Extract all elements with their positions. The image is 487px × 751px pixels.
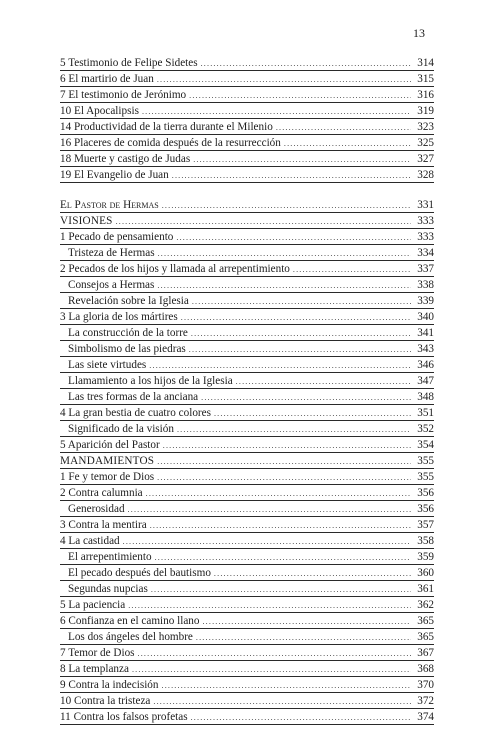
toc-entry-page: 358 (417, 535, 434, 547)
toc-entry-title: 1 Fe y temor de Dios (60, 471, 155, 483)
dot-leader (116, 214, 411, 230)
dot-leader (158, 246, 411, 262)
dot-leader (192, 294, 411, 310)
toc-entry-title: 19 El Evangelio de Juan (60, 169, 169, 181)
toc-entry-title: 7 Temor de Dios (60, 647, 135, 659)
toc-entry-title: El arrepentimiento (68, 551, 152, 563)
toc-entry-page: 331 (417, 199, 434, 211)
toc-entry-page: 356 (417, 487, 434, 499)
toc-entry-page: 328 (417, 169, 434, 181)
toc-entry[interactable] (60, 485, 434, 501)
toc-entry-title: Tristeza de Hermas (68, 247, 155, 259)
toc-entry-page: 362 (417, 599, 434, 611)
page-number: 13 (413, 26, 425, 40)
dot-leader (214, 566, 411, 582)
toc-entry-title: Segundas nupcias (68, 583, 148, 595)
toc-entry[interactable] (60, 197, 434, 213)
dot-leader (214, 406, 411, 422)
toc-entry[interactable] (60, 151, 434, 167)
toc-entry[interactable] (60, 245, 434, 261)
table-of-contents (60, 55, 434, 725)
dot-leader (157, 454, 411, 470)
toc-entry-title: Llamamiento a los hijos de la Iglesia (68, 375, 233, 387)
toc-entry-page: 343 (417, 343, 434, 355)
dot-leader (138, 646, 411, 662)
toc-entry-page: 372 (417, 695, 434, 707)
toc-entry[interactable] (60, 277, 434, 293)
toc-entry[interactable] (60, 213, 434, 229)
toc-entry-title: 3 La gloria de los mártires (60, 311, 178, 323)
toc-entry[interactable] (60, 533, 434, 549)
dot-leader (123, 534, 411, 550)
toc-entry[interactable] (60, 325, 434, 341)
toc-entry[interactable] (60, 693, 434, 709)
toc-entry-title: Los dos ángeles del hombre (68, 631, 193, 643)
dot-leader (293, 262, 411, 278)
toc-entry-title: 5 La paciencia (60, 599, 126, 611)
dot-leader (189, 342, 411, 358)
dot-leader (157, 470, 411, 486)
toc-entry-title: Consejos a Hermas (68, 279, 155, 291)
toc-entry-title: 2 Pecados de los hijos y llamada al arrepentimiento (60, 263, 290, 275)
toc-entry[interactable] (60, 677, 434, 693)
toc-entry[interactable] (60, 629, 434, 645)
dot-leader (202, 614, 411, 630)
toc-entry-page: 367 (417, 647, 434, 659)
dot-leader (193, 152, 411, 168)
toc-entry[interactable] (60, 229, 434, 245)
toc-entry-title: 7 El testimonio de Jerónimo (60, 89, 187, 101)
toc-entry-title: MANDAMIENTOS (60, 455, 155, 467)
toc-entry-page: 333 (417, 231, 434, 243)
toc-entry[interactable] (60, 613, 434, 629)
dot-leader (191, 326, 411, 342)
dot-leader (157, 278, 411, 294)
toc-entry[interactable] (60, 437, 434, 453)
toc-entry[interactable] (60, 309, 434, 325)
toc-entry-page: 340 (417, 311, 434, 323)
toc-entry-page: 325 (417, 137, 434, 149)
toc-entry[interactable] (60, 55, 434, 71)
dot-leader (176, 230, 411, 246)
toc-entry-title: 10 Contra la tristeza (60, 695, 151, 707)
toc-entry[interactable] (60, 293, 434, 309)
toc-entry-page: 365 (417, 615, 434, 627)
dot-leader (201, 56, 411, 72)
dot-leader (146, 486, 411, 502)
dot-leader (128, 598, 411, 614)
toc-entry[interactable] (60, 565, 434, 581)
toc-entry-title: VISIONES (60, 215, 113, 227)
dot-leader (191, 710, 411, 726)
dot-leader (153, 694, 411, 710)
toc-entry-title: 2 Contra calumnia (60, 487, 143, 499)
toc-entry-page: 319 (417, 105, 434, 117)
toc-entry-page: 361 (417, 583, 434, 595)
toc-entry-page: 355 (417, 455, 434, 467)
toc-entry-title: 4 La gran bestia de cuatro colores (60, 407, 211, 419)
toc-entry-title: 1 Pecado de pensamiento (60, 231, 174, 243)
dot-leader (284, 136, 411, 152)
toc-entry-page: 341 (417, 327, 434, 339)
toc-entry-title: Revelación sobre la Iglesia (68, 295, 189, 307)
toc-entry[interactable] (60, 135, 434, 151)
toc-entry[interactable] (60, 581, 434, 597)
toc-entry[interactable] (60, 709, 434, 725)
toc-entry-title: Significado de la visión (68, 423, 174, 435)
toc-entry-page: 348 (417, 391, 434, 403)
toc-entry-title: 5 Aparición del Pastor (60, 439, 160, 451)
toc-entry-title: 6 Confianza en el camino llano (60, 615, 200, 627)
dot-leader (172, 168, 411, 184)
toc-entry[interactable] (60, 405, 434, 421)
toc-entry-page: 323 (417, 121, 434, 133)
toc-entry-page: 333 (417, 215, 434, 227)
toc-entry-page: 359 (417, 551, 434, 563)
toc-entry-title: 14 Productividad de la tierra durante el Milenio (60, 121, 273, 133)
toc-entry[interactable] (60, 501, 434, 517)
toc-entry-title: La construcción de la torre (68, 327, 188, 339)
toc-entry[interactable] (60, 119, 434, 135)
toc-entry[interactable] (60, 261, 434, 277)
dot-leader (150, 518, 411, 534)
toc-entry-page: 314 (417, 57, 434, 69)
toc-entry[interactable] (60, 167, 434, 183)
toc-entry-title: 16 Placeres de comida después de la resurrección (60, 137, 281, 149)
toc-entry[interactable] (60, 103, 434, 119)
dot-leader (189, 88, 411, 104)
toc-entry-title: 6 El martirio de Juan (60, 73, 154, 85)
toc-entry-page: 368 (417, 663, 434, 675)
toc-entry-page: 347 (417, 375, 434, 387)
toc-entry-page: 370 (417, 679, 434, 691)
toc-entry-title: Las tres formas de la anciana (68, 391, 199, 403)
toc-entry[interactable] (60, 549, 434, 565)
toc-entry-title: 18 Muerte y castigo de Judas (60, 153, 191, 165)
toc-entry[interactable] (60, 389, 434, 405)
toc-entry-title: El pecado después del bautismo (68, 567, 211, 579)
dot-leader (181, 310, 411, 326)
toc-entry[interactable] (60, 421, 434, 437)
toc-entry-page: 334 (417, 247, 434, 259)
toc-entry-page: 337 (417, 263, 434, 275)
dot-leader (149, 358, 411, 374)
toc-entry[interactable] (60, 469, 434, 485)
toc-entry[interactable] (60, 645, 434, 661)
toc-entry-title: 3 Contra la mentira (60, 519, 147, 531)
toc-entry-title: 11 Contra los falsos profetas (60, 711, 188, 723)
toc-entry-title: Las siete virtudes (68, 359, 147, 371)
dot-leader (201, 390, 411, 406)
toc-entry[interactable] (60, 87, 434, 103)
dot-leader (276, 120, 411, 136)
toc-entry-page: 352 (417, 423, 434, 435)
dot-leader (163, 438, 411, 454)
toc-entry-title: 9 Contra la indecisión (60, 679, 159, 691)
dot-leader (196, 630, 411, 646)
dot-leader (177, 422, 411, 438)
dot-leader (132, 662, 411, 678)
dot-leader (236, 374, 411, 390)
toc-entry-title: Generosidad (68, 503, 125, 515)
toc-entry-page: 374 (417, 711, 434, 723)
toc-entry-title: El Pastor de Hermas (60, 199, 159, 211)
toc-entry[interactable] (60, 597, 434, 613)
toc-entry[interactable] (60, 517, 434, 533)
toc-entry-page: 360 (417, 567, 434, 579)
toc-entry-page: 357 (417, 519, 434, 531)
toc-entry[interactable] (60, 373, 434, 389)
toc-entry-page: 346 (417, 359, 434, 371)
toc-entry-page: 365 (417, 631, 434, 643)
toc-entry[interactable] (60, 341, 434, 357)
toc-entry-page: 315 (417, 73, 434, 85)
toc-entry-page: 338 (417, 279, 434, 291)
toc-entry[interactable] (60, 357, 434, 373)
toc-entry-page: 354 (417, 439, 434, 451)
dot-leader (151, 582, 411, 598)
dot-leader (157, 72, 411, 88)
toc-entry-title: 4 La castidad (60, 535, 120, 547)
dot-leader (128, 502, 411, 518)
toc-entry-page: 356 (417, 503, 434, 515)
toc-entry-page: 339 (417, 295, 434, 307)
toc-entry-page: 351 (417, 407, 434, 419)
toc-entry-title: 10 El Apocalipsis (60, 105, 139, 117)
toc-entry[interactable] (60, 453, 434, 469)
toc-entry-page: 355 (417, 471, 434, 483)
dot-leader (162, 678, 412, 694)
toc-entry[interactable] (60, 661, 434, 677)
dot-leader (142, 104, 411, 120)
toc-entry-title: Simbolismo de las piedras (68, 343, 186, 355)
dot-leader (162, 198, 411, 214)
toc-entry-page: 327 (417, 153, 434, 165)
toc-entry[interactable] (60, 71, 434, 87)
dot-leader (155, 550, 411, 566)
toc-entry-title: 5 Testimonio de Felipe Sidetes (60, 57, 198, 69)
toc-entry-page: 316 (417, 89, 434, 101)
toc-entry-title: 8 La templanza (60, 663, 129, 675)
